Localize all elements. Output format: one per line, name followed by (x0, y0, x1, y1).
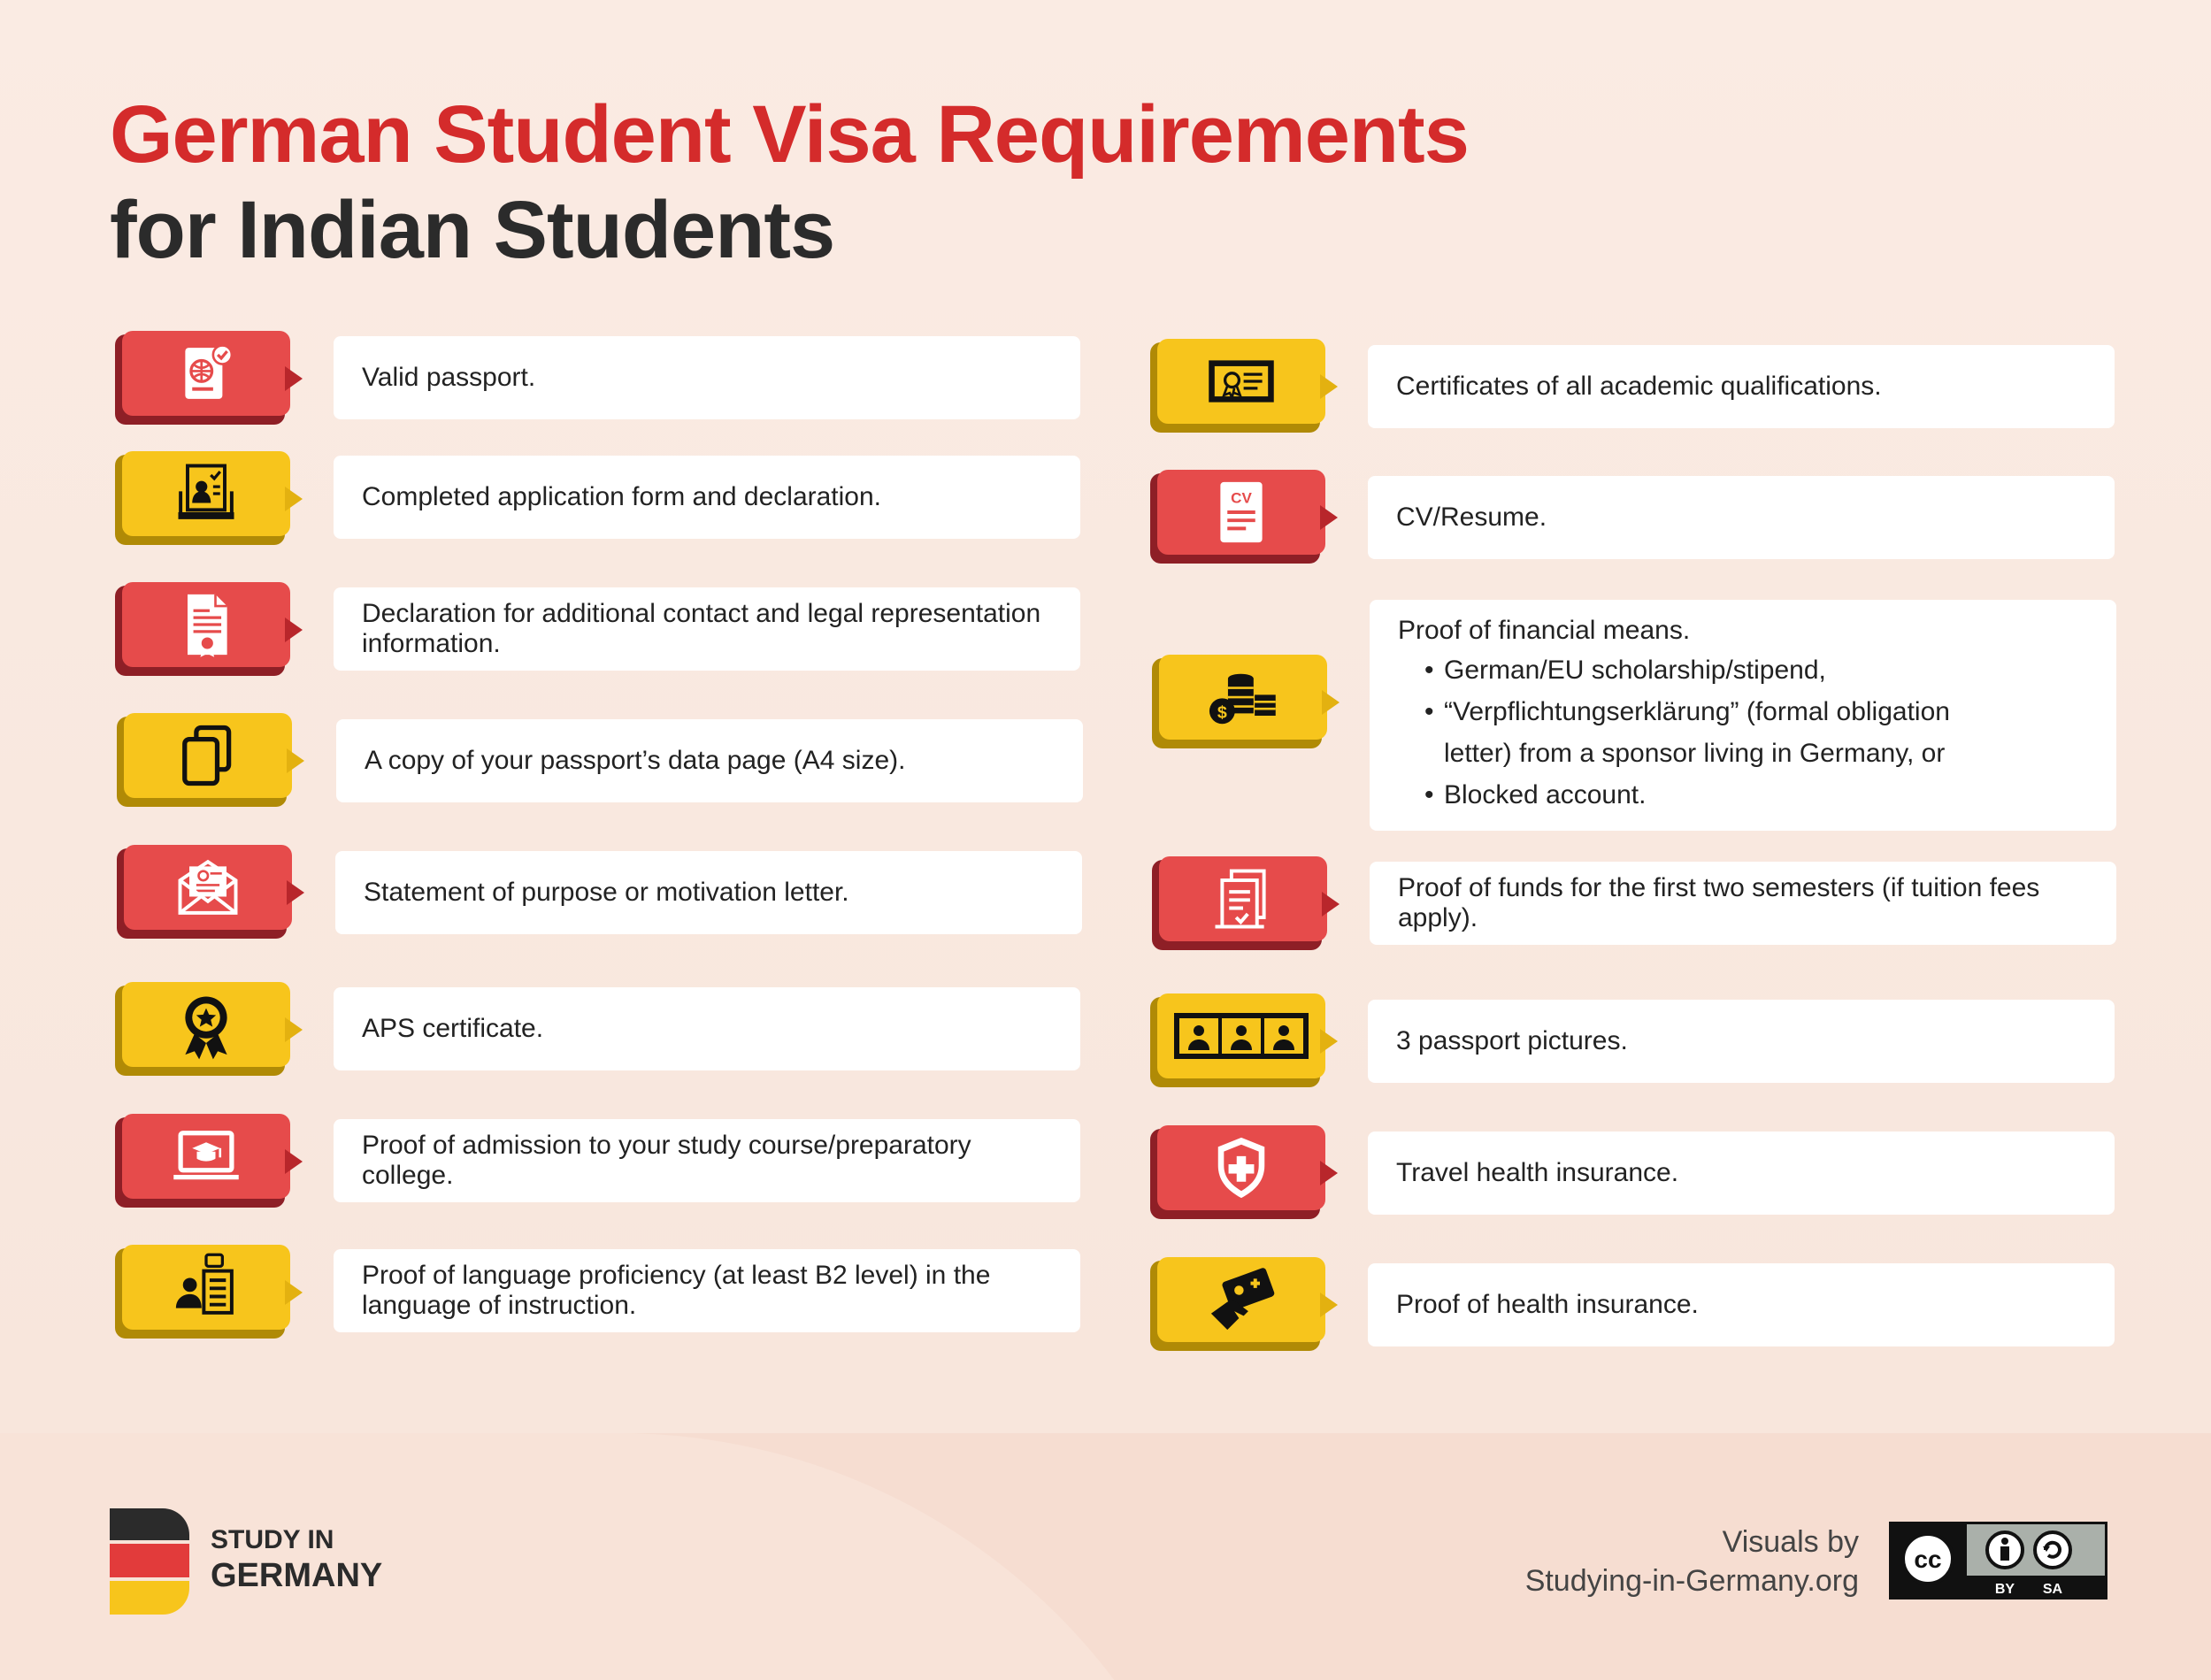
badge (1150, 339, 1327, 433)
certified-document-icon (165, 584, 247, 665)
passport-photos-icon (1166, 995, 1317, 1077)
requirement-text: Declaration for additional contact and legal representation information. (362, 599, 1041, 658)
requirement-card (1368, 1132, 2115, 1215)
requirement-text: Proof of language proficiency (at least B2 level) in the language of instruction. (362, 1261, 991, 1320)
list-item: letter) from a sponsor living in Germany, or (1444, 738, 1946, 768)
badge (115, 1114, 292, 1208)
award-badge-icon (165, 984, 247, 1065)
svg-text:$: $ (1217, 702, 1227, 723)
requirement-card (334, 1249, 1080, 1332)
coins-icon (1202, 656, 1284, 738)
credit-line1: Visuals by (1722, 1525, 1859, 1559)
requirement-text: Proof of funds for the first two semesters (if tuition fees apply). (1398, 873, 2040, 932)
requirement-card-financial (1370, 600, 2116, 831)
requirement-text: APS certificate. (362, 1014, 544, 1043)
requirement-text: Statement of purpose or motivation letter. (364, 878, 849, 907)
requirement-card (1370, 862, 2116, 945)
requirement-card (336, 719, 1083, 802)
badge (117, 713, 294, 807)
badge (115, 451, 292, 545)
language-checklist-icon (165, 1247, 247, 1328)
certificate-icon (1201, 341, 1282, 422)
list-item: • “Verpflichtungserklärung” (formal obligation (1398, 691, 2088, 733)
list-item: • Blocked account. (1398, 774, 2088, 816)
requirement-card (334, 987, 1080, 1070)
insurance-card-icon (1201, 1259, 1282, 1340)
cc-license-badge[interactable] (1889, 1522, 2107, 1599)
list-item: • German/EU scholarship/stipend, (1398, 649, 2088, 691)
badge (1152, 856, 1329, 950)
credit-link[interactable]: Studying-in-Germany.org (1524, 1564, 1859, 1598)
badge (115, 982, 292, 1076)
requirement-text: A copy of your passport’s data page (A4 size). (365, 746, 906, 775)
requirement-text: Completed application form and declaration. (362, 482, 882, 511)
page-subtitle: for Indian Students (110, 185, 835, 275)
cv-document-icon (1201, 472, 1282, 553)
passport-icon (165, 333, 247, 414)
logo-text-line2: GERMANY (211, 1557, 383, 1594)
receipt-icon (1202, 858, 1284, 940)
requirement-card (1368, 476, 2115, 559)
requirement-card (334, 456, 1080, 539)
cc-icon: cc (1914, 1546, 1942, 1573)
requirement-card (1368, 345, 2115, 428)
license-by: BY (1994, 1582, 2015, 1597)
badge (1152, 655, 1329, 748)
requirement-text: Certificates of all academic qualifications. (1396, 372, 1882, 401)
page-title: German Student Visa Requirements (110, 89, 1469, 180)
requirement-text: Valid passport. (362, 363, 536, 392)
laptop-graduation-icon (165, 1116, 247, 1197)
logo-text-line1: STUDY IN (211, 1525, 334, 1554)
badge (1150, 470, 1327, 564)
requirement-card (1368, 1000, 2115, 1083)
badge (115, 331, 292, 425)
requirement-text: Proof of admission to your study course/preparatory college. (362, 1131, 971, 1190)
application-form-icon (165, 453, 247, 534)
badge (115, 1245, 292, 1339)
cv-icon-label: CV (1231, 489, 1252, 507)
study-in-germany-logo (110, 1508, 189, 1615)
health-shield-icon (1201, 1127, 1282, 1208)
badge (1150, 993, 1327, 1087)
requirement-card (1368, 1263, 2115, 1346)
requirement-card (334, 336, 1080, 419)
badge (1150, 1257, 1327, 1351)
badge (117, 845, 294, 939)
requirement-text: Travel health insurance. (1396, 1158, 1679, 1187)
requirement-text: Proof of financial means. (1398, 615, 1691, 645)
copy-icon (167, 715, 249, 796)
requirement-card (334, 587, 1080, 671)
requirement-text: 3 passport pictures. (1396, 1026, 1628, 1055)
requirement-text: CV/Resume. (1396, 502, 1547, 532)
license-sa: SA (2042, 1582, 2063, 1597)
financial-means-list (1398, 649, 2088, 816)
badge (1150, 1125, 1327, 1219)
requirement-card (334, 1119, 1080, 1202)
requirement-card (335, 851, 1082, 934)
requirement-text: Proof of health insurance. (1396, 1290, 1699, 1319)
badge (115, 582, 292, 676)
letter-envelope-icon (167, 847, 249, 928)
